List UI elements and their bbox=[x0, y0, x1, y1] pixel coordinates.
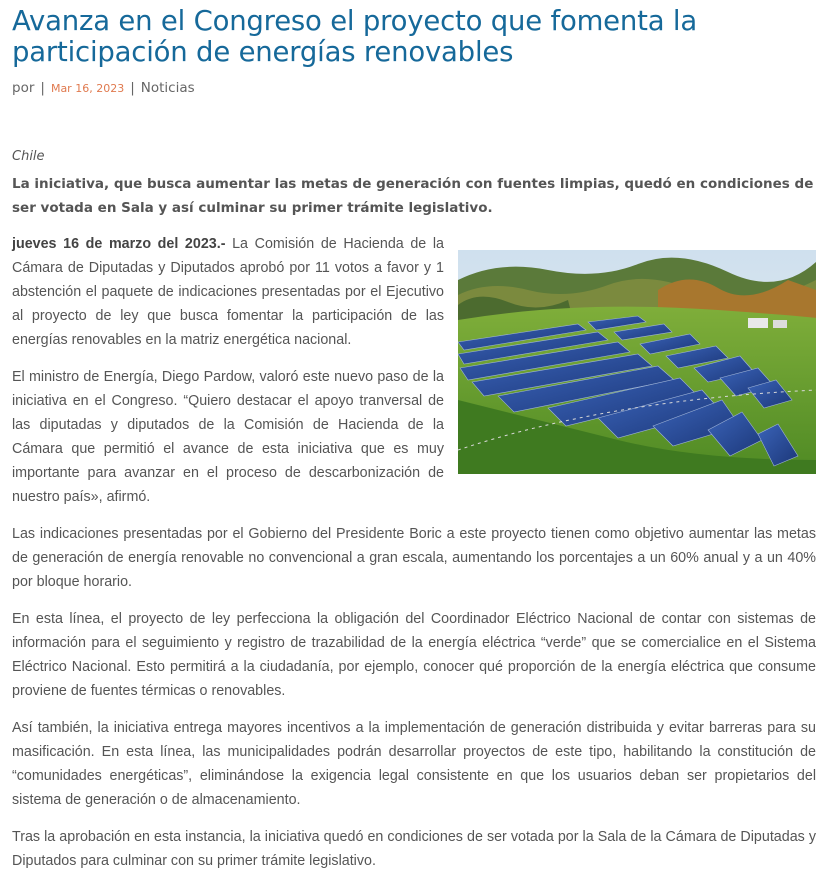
solar-farm-photo bbox=[458, 250, 816, 474]
lead-paragraph: La iniciativa, que busca aumentar las metas de generación con fuentes limpias, quedó en condiciones de ser votada en Sala y así culminar su primer trámite legislativo. bbox=[12, 176, 814, 216]
article-body bbox=[12, 232, 816, 873]
solar-panels-image bbox=[458, 250, 816, 474]
paragraph-6: Tras la aprobación en esta instancia, la iniciativa quedó en condiciones de ser votada por la Sala de la Cámara de Diputadas y Diputados para culminar con su primer trámite legislativo. bbox=[12, 829, 816, 869]
paragraph-3: Las indicaciones presentadas por el Gobierno del Presidente Boric a este proyecto tienen como objetivo aumentar las metas de generación de energía renovable no convencional a gran escala, aumentando los porcentajes a un 60% anual y a un 40% por bloque horario. bbox=[12, 526, 816, 590]
country-label: Chile bbox=[12, 149, 45, 164]
paragraph-5: Así también, la iniciativa entrega mayores incentivos a la implementación de generación distribuida y evitar barreras para su masificación. En esta línea, las municipalidades podrán desarrollar proyectos de este tipo, habilitando la constitución de “comunidades energéticas”, eliminándose la exigencia legal consistente en que los usuarios deban ser propietarios del sistema de generación o de almacenamiento. bbox=[12, 720, 816, 808]
post-meta bbox=[12, 80, 816, 96]
meta-separator: | bbox=[40, 80, 45, 96]
page-title: Avanza en el Congreso el proyecto que fomenta la participación de energías renovables bbox=[12, 5, 698, 68]
meta-separator: | bbox=[130, 80, 135, 96]
author-prefix: por bbox=[12, 80, 35, 96]
post-date: Mar 16, 2023 bbox=[50, 81, 125, 95]
dateline: jueves 16 de marzo del 2023.- bbox=[12, 236, 226, 252]
paragraph-4: En esta línea, el proyecto de ley perfecciona la obligación del Coordinador Eléctrico Nacional de contar con sistemas de información para el seguimiento y registro de trazabilidad de la energía eléctrica “verde” que se comercialice en el Sistema Eléctrico Nacional. Esto permitirá a la ciudadanía, por ejemplo, conocer qué proporción de la energía eléctrica que consume proviene de fuentes térmicas o renovables. bbox=[12, 611, 816, 699]
paragraph-1-text: La Comisión de Hacienda de la Cámara de Diputadas y Diputados aprobó por 11 votos a favor y 1 abstención el paquete de indicaciones presentadas por el Ejecutivo al proyecto de ley que busca fomentar la participación de las energías renovables en la matriz energética nacional. bbox=[12, 236, 444, 348]
category-link[interactable]: Noticias bbox=[140, 80, 195, 96]
paragraph-2: El ministro de Energía, Diego Pardow, valoró este nuevo paso de la iniciativa en el Congreso. “Quiero destacar el apoyo tranversal de las diputadas y diputados de la Comisión de Hacienda de la Cámara que permitió el avance de esta iniciativa que es muy importante para avanzar en el proceso de descarbonización de nuestro país», afirmó. bbox=[12, 369, 444, 505]
